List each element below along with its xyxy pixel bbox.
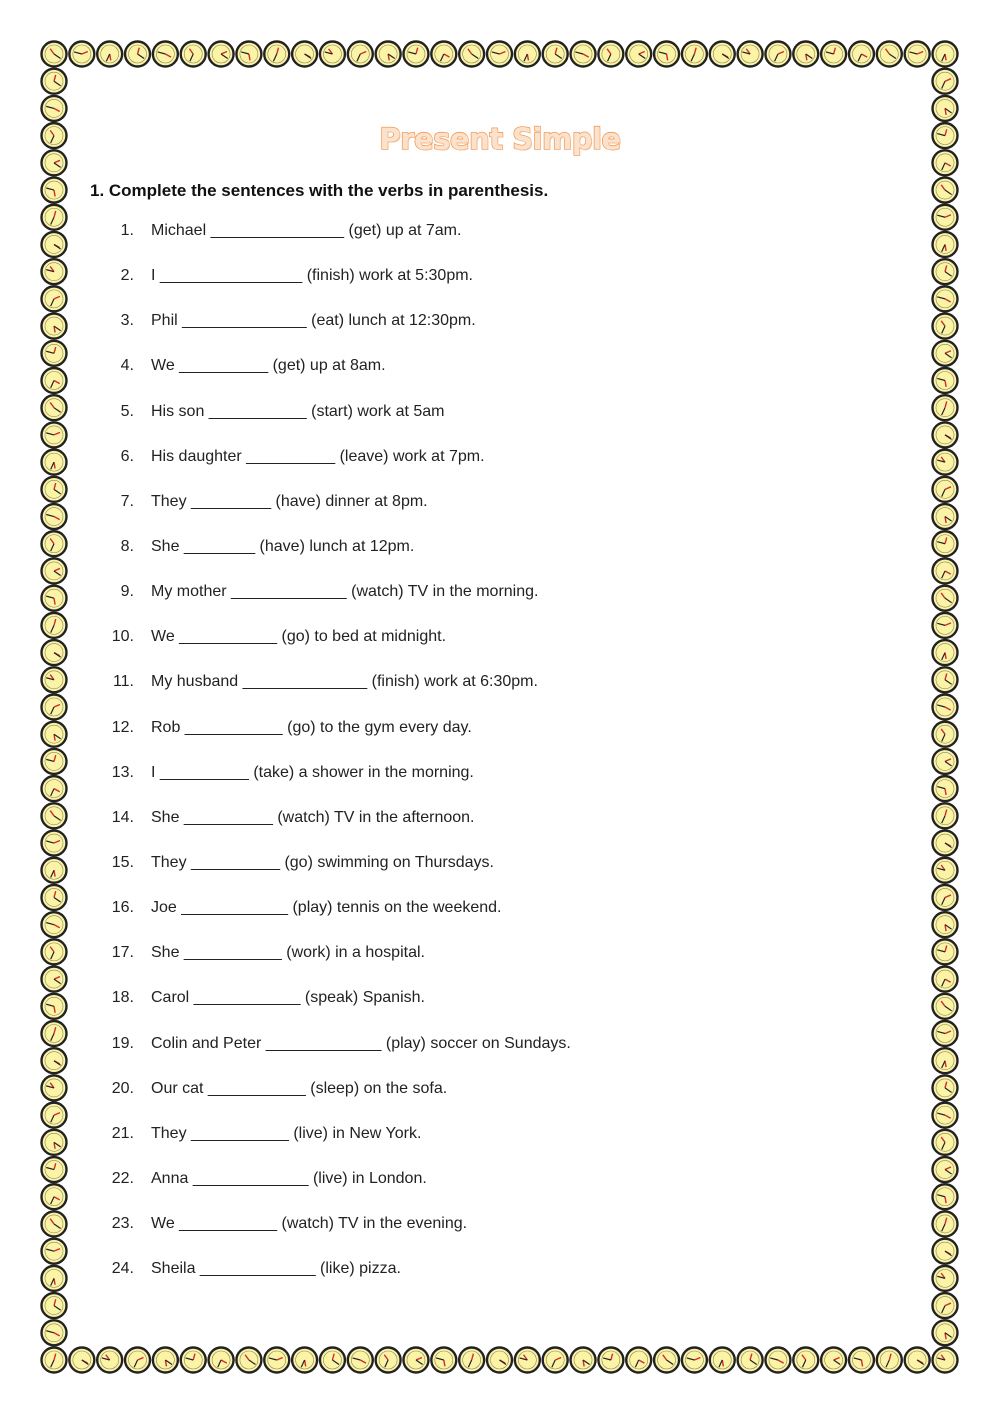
clock-icon <box>821 42 846 67</box>
sentence-number: 24. <box>111 1260 134 1278</box>
clock-icon <box>125 1348 150 1373</box>
sentence-text: Rob ___________ (go) to the gym every day. <box>151 718 472 736</box>
sentence-number: 19. <box>111 1034 134 1052</box>
sentence-text: We ___________ (go) to bed at midnight. <box>151 628 447 646</box>
sentence-item <box>0 353 1000 398</box>
sentence-item <box>0 805 1000 850</box>
sentence-item <box>0 1211 1000 1256</box>
clock-icon <box>376 42 401 67</box>
sentence-text: Carol ____________ (speak) Spanish. <box>151 989 425 1007</box>
clock-icon <box>264 42 289 67</box>
sentence-text: My husband ______________ (finish) work at 6:30pm. <box>151 673 538 691</box>
clock-icon <box>459 1348 484 1373</box>
sentence-item <box>0 308 1000 353</box>
sentence-text: She ___________ (work) in a hospital. <box>151 944 425 962</box>
clock-icon <box>320 1348 345 1373</box>
clock-icon <box>236 1348 261 1373</box>
clock-icon <box>710 42 735 67</box>
clock-icon <box>877 42 902 67</box>
sentence-item <box>0 1121 1000 1166</box>
clock-icon <box>626 42 651 67</box>
sentence-number: 2. <box>120 267 134 285</box>
clock-icon <box>292 1348 317 1373</box>
sentence-item <box>0 1076 1000 1121</box>
sentence-item <box>0 1031 1000 1076</box>
sentence-text: Our cat ___________ (sleep) on the sofa. <box>151 1079 448 1097</box>
sentence-number: 21. <box>111 1124 134 1142</box>
clock-icon <box>738 42 763 67</box>
clock-icon <box>42 178 67 203</box>
sentence-number: 11. <box>112 673 134 691</box>
sentence-text: Joe ____________ (play) tennis on the weekend. <box>151 899 502 917</box>
sentence-number: 1. <box>120 222 134 239</box>
clock-icon <box>348 42 373 67</box>
clock-icon <box>710 1348 735 1373</box>
sentence-item <box>0 1166 1000 1211</box>
sentence-number: 17. <box>111 944 134 962</box>
sentence-item <box>0 715 1000 760</box>
clock-icon <box>933 69 958 94</box>
clock-icon <box>543 42 568 67</box>
clock-icon <box>403 1348 428 1373</box>
sentence-text: She ________ (have) lunch at 12pm. <box>151 537 415 555</box>
clock-icon <box>571 1348 596 1373</box>
sentence-text: His daughter __________ (leave) work at 7pm. <box>151 447 485 465</box>
clock-icon <box>571 42 596 67</box>
sentence-item <box>0 624 1000 669</box>
clock-icon <box>933 1348 958 1373</box>
sentence-list <box>0 218 1000 1301</box>
clock-icon <box>821 1348 846 1373</box>
clock-icon <box>933 42 958 67</box>
sentence-number: 9. <box>120 583 134 601</box>
clock-icon <box>69 42 94 67</box>
clock-icon <box>292 42 317 67</box>
sentence-item <box>0 940 1000 985</box>
clock-icon <box>793 42 818 67</box>
clock-icon <box>515 1348 540 1373</box>
sentence-text: We __________ (get) up at 8am. <box>151 357 386 375</box>
sentence-item <box>0 534 1000 579</box>
clock-icon <box>264 1348 289 1373</box>
clock-icon <box>905 1348 930 1373</box>
sentence-text: Phil ______________ (eat) lunch at 12:30pm. <box>151 312 476 330</box>
clock-icon <box>42 69 67 94</box>
sentence-item <box>0 263 1000 308</box>
sentence-item <box>0 444 1000 489</box>
sentence-item <box>0 985 1000 1030</box>
sentence-item <box>0 669 1000 714</box>
sentence-number: 15. <box>111 853 134 871</box>
clock-icon <box>153 1348 178 1373</box>
clock-icon <box>209 1348 234 1373</box>
clock-icon <box>403 42 428 67</box>
sentence-number: 23. <box>111 1215 134 1233</box>
sentence-number: 20. <box>111 1079 134 1097</box>
sentence-number: 14. <box>111 808 134 826</box>
sentence-text: I __________ (take) a shower in the morning. <box>151 763 474 781</box>
sentence-text: They __________ (go) swimming on Thursdays. <box>151 853 494 871</box>
sentence-item <box>0 760 1000 805</box>
clock-icon <box>933 1320 958 1345</box>
sentence-text: They _________ (have) dinner at 8pm. <box>151 492 428 510</box>
clock-icon <box>125 42 150 67</box>
clock-icon <box>543 1348 568 1373</box>
clock-icon <box>459 42 484 67</box>
clock-icon <box>933 178 958 203</box>
sentence-text: Sheila _____________ (like) pizza. <box>151 1260 401 1278</box>
sentence-number: 10. <box>111 628 134 646</box>
sentence-number: 5. <box>120 402 134 420</box>
sentence-number: 8. <box>120 537 134 555</box>
clock-icon <box>765 1348 790 1373</box>
clock-icon <box>69 1348 94 1373</box>
sentence-text: His son ___________ (start) work at 5am <box>151 402 445 420</box>
sentence-text: She __________ (watch) TV in the afternoon. <box>151 808 475 826</box>
sentence-text: We ___________ (watch) TV in the evening. <box>151 1215 468 1233</box>
clock-icon <box>682 1348 707 1373</box>
clock-icon <box>682 42 707 67</box>
clock-icon <box>598 42 623 67</box>
clock-icon <box>849 1348 874 1373</box>
clock-icon <box>793 1348 818 1373</box>
clock-icon <box>515 42 540 67</box>
sentence-item <box>0 850 1000 895</box>
clock-icon <box>97 1348 122 1373</box>
sentence-number: 6. <box>120 447 134 465</box>
clock-icon <box>348 1348 373 1373</box>
sentence-text: They ___________ (live) in New York. <box>151 1124 422 1142</box>
sentence-number: 7. <box>120 492 134 510</box>
clock-icon <box>209 42 234 67</box>
sentence-text: Anna _____________ (live) in London. <box>151 1169 427 1187</box>
clock-icon <box>42 1320 67 1345</box>
sentence-item <box>0 1256 1000 1301</box>
page-title: Present Simple <box>379 122 621 156</box>
sentence-text: I ________________ (finish) work at 5:30pm. <box>151 267 473 285</box>
sentence-number: 16. <box>111 899 134 917</box>
clock-icon <box>376 1348 401 1373</box>
sentence-number: 4. <box>120 357 134 375</box>
clock-icon <box>487 1348 512 1373</box>
clock-icon <box>933 96 958 121</box>
clock-icon <box>97 42 122 67</box>
sentence-item <box>0 895 1000 940</box>
sentence-item <box>0 579 1000 624</box>
clock-icon <box>905 42 930 67</box>
clock-icon <box>598 1348 623 1373</box>
clock-icon <box>765 42 790 67</box>
exercise-instruction: 1. Complete the sentences with the verbs in parenthesis. <box>90 181 549 200</box>
sentence-number: 13. <box>111 763 134 781</box>
sentence-number: 18. <box>111 989 134 1007</box>
clock-icon <box>42 42 67 67</box>
clock-icon <box>181 42 206 67</box>
sentence-number: 22. <box>111 1169 134 1187</box>
clock-icon <box>320 42 345 67</box>
clock-icon <box>431 1348 456 1373</box>
clock-icon <box>738 1348 763 1373</box>
clock-icon <box>181 1348 206 1373</box>
sentence-text: My mother _____________ (watch) TV in the morning. <box>151 583 539 601</box>
sentence-number: 12. <box>111 718 134 736</box>
clock-icon <box>431 42 456 67</box>
sentence-item <box>0 489 1000 534</box>
sentence-text: Colin and Peter _____________ (play) soccer on Sundays. <box>151 1034 571 1052</box>
sentence-number: 3. <box>120 312 134 330</box>
clock-icon <box>236 42 261 67</box>
clock-icon <box>849 42 874 67</box>
clock-icon <box>153 42 178 67</box>
clock-icon <box>42 96 67 121</box>
clock-icon <box>654 1348 679 1373</box>
sentence-item <box>0 399 1000 444</box>
clock-icon <box>654 42 679 67</box>
sentence-text: Michael _______________ (get) up at 7am. <box>151 222 462 239</box>
clock-icon <box>626 1348 651 1373</box>
clock-icon <box>487 42 512 67</box>
sentence-item <box>0 218 1000 263</box>
clock-icon <box>42 1348 67 1373</box>
clock-icon <box>877 1348 902 1373</box>
